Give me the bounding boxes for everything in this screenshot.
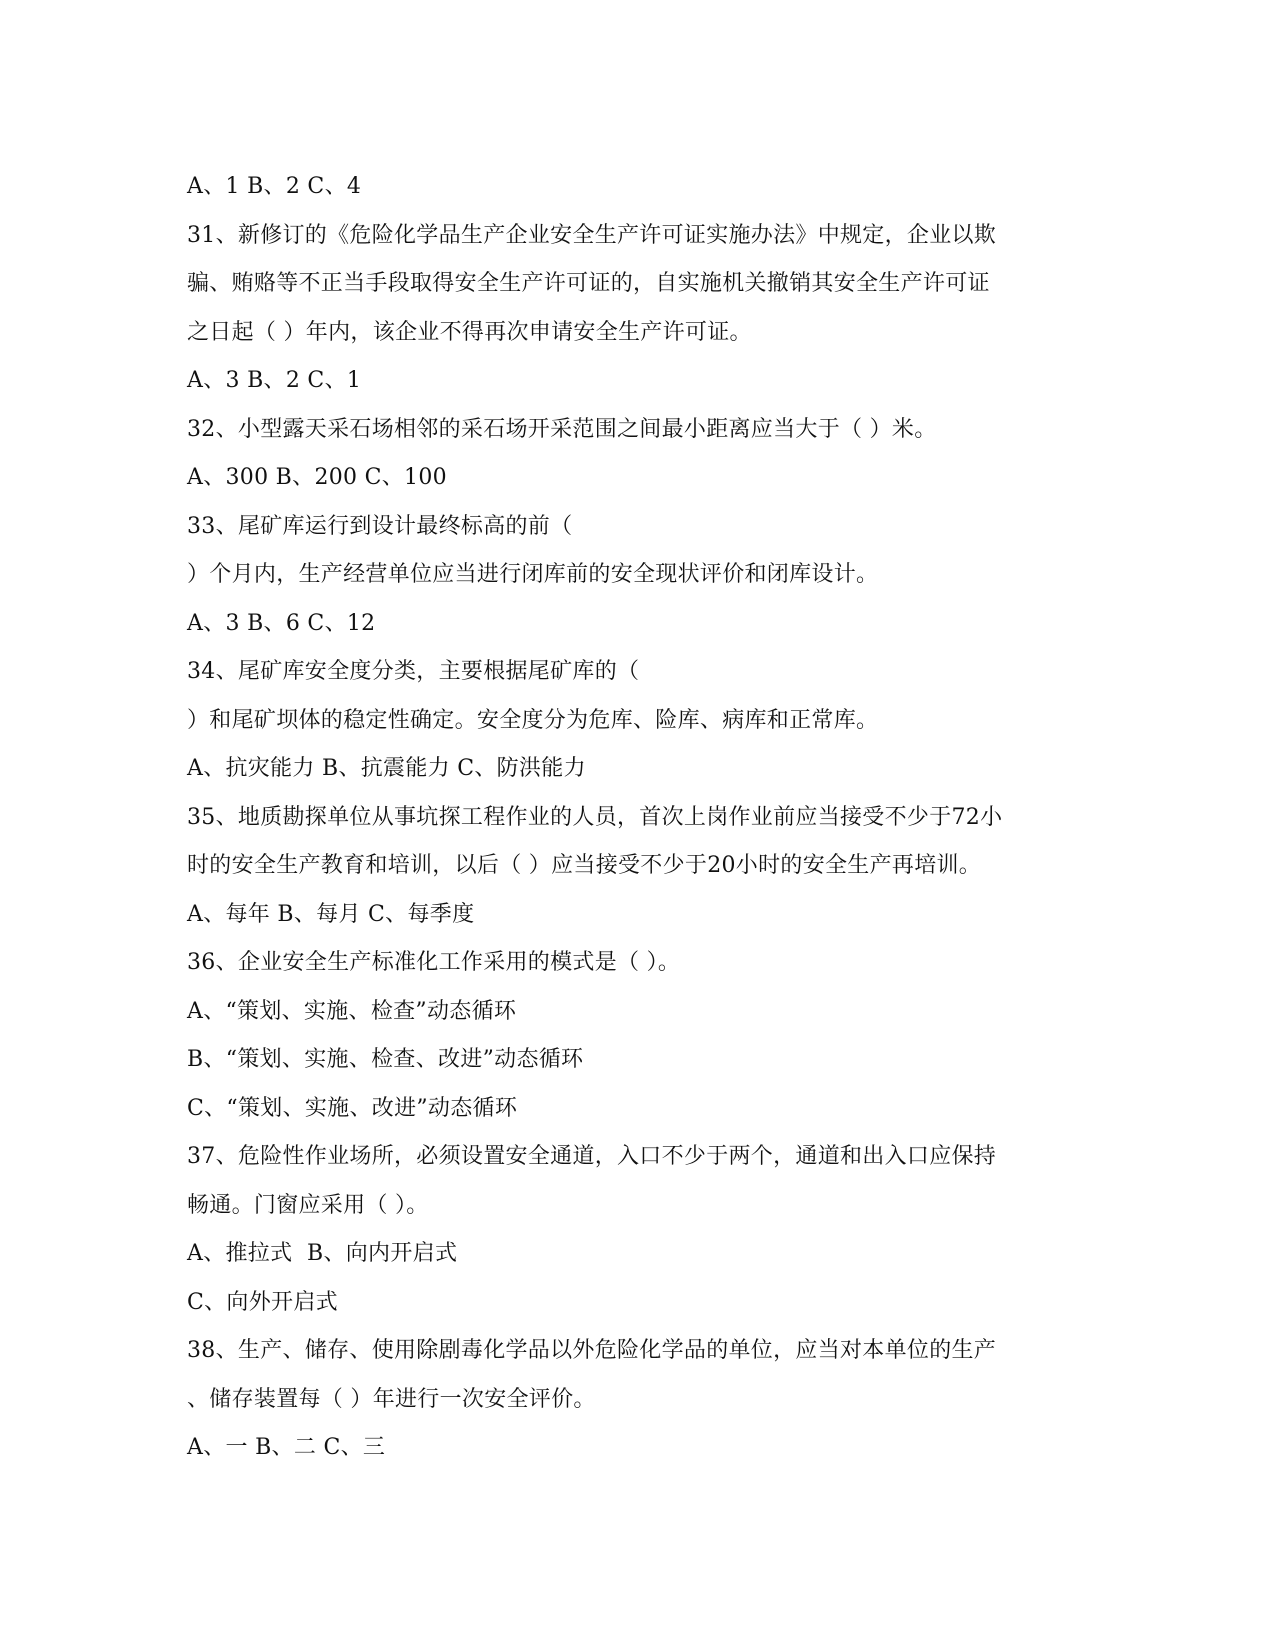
question-35-line-1: 35、地质勘探单位从事坑探工程作业的人员，首次上岗作业前应当接受不少于72小 [187, 804, 1003, 830]
answer-options-32: A、300 B、200 C、100 [187, 465, 447, 490]
question-37-line-1: 37、危险性作业场所，必须设置安全通道，入口不少于两个，通道和出入口应保持 [187, 1144, 997, 1169]
answer-option-36-a: A、“策划、实施、检查”动态循环 [187, 998, 517, 1024]
question-32: 32、小型露天采石场相邻的采石场开采范围之间最小距离应当大于（ ）米。 [187, 416, 937, 442]
document-body [187, 163, 1092, 1473]
question-34-line-1: 34、尾矿库安全度分类，主要根据尾矿库的（ [187, 659, 640, 684]
answer-options-35: A、每年 B、每月 C、每季度 [187, 901, 475, 927]
answer-options-30: A、1 B、2 C、4 [187, 174, 362, 199]
question-36: 36、企业安全生产标准化工作采用的模式是（ ）。 [187, 950, 681, 975]
question-37-line-2: 畅通。门窗应采用（ ）。 [187, 1192, 429, 1218]
answer-options-34: A、抗灾能力 B、抗震能力 C、防洪能力 [187, 756, 586, 781]
answer-option-36-c: C、“策划、实施、改进”动态循环 [187, 1095, 518, 1121]
question-34-line-2: ）和尾矿坝体的稳定性确定。安全度分为危库、险库、病库和正常库。 [187, 707, 879, 733]
question-31-line-1: 31、新修订的《危险化学品生产企业安全生产许可证实施办法》中规定，企业以欺 [187, 222, 997, 248]
answer-options-33: A、3 B、6 C、12 [187, 610, 376, 636]
question-33-line-1: 33、尾矿库运行到设计最终标高的前（ [187, 513, 573, 539]
answer-option-37-c: C、向外开启式 [187, 1289, 338, 1315]
answer-options-37-ab: A、推拉式 B、向内开启式 [187, 1241, 458, 1266]
question-38-line-1: 38、生产、储存、使用除剧毒化学品以外危险化学品的单位，应当对本单位的生产 [187, 1338, 997, 1363]
answer-options-38: A、一 B、二 C、三 [187, 1435, 386, 1460]
question-35-line-2: 时的安全生产教育和培训，以后（ ）应当接受不少于20小时的安全生产再培训。 [187, 853, 982, 878]
question-31-line-2: 骗、贿赂等不正当手段取得安全生产许可证的，自实施机关撤销其安全生产许可证 [187, 271, 990, 296]
question-33-line-2: ）个月内，生产经营单位应当进行闭库前的安全现状评价和闭库设计。 [187, 562, 879, 587]
question-38-line-2: 、储存装置每（ ）年进行一次安全评价。 [187, 1386, 596, 1412]
answer-options-31: A、3 B、2 C、1 [187, 368, 362, 393]
answer-option-36-b: B、“策划、实施、检查、改进”动态循环 [187, 1047, 584, 1072]
question-31-line-3: 之日起（ ）年内，该企业不得再次申请安全生产许可证。 [187, 319, 752, 345]
